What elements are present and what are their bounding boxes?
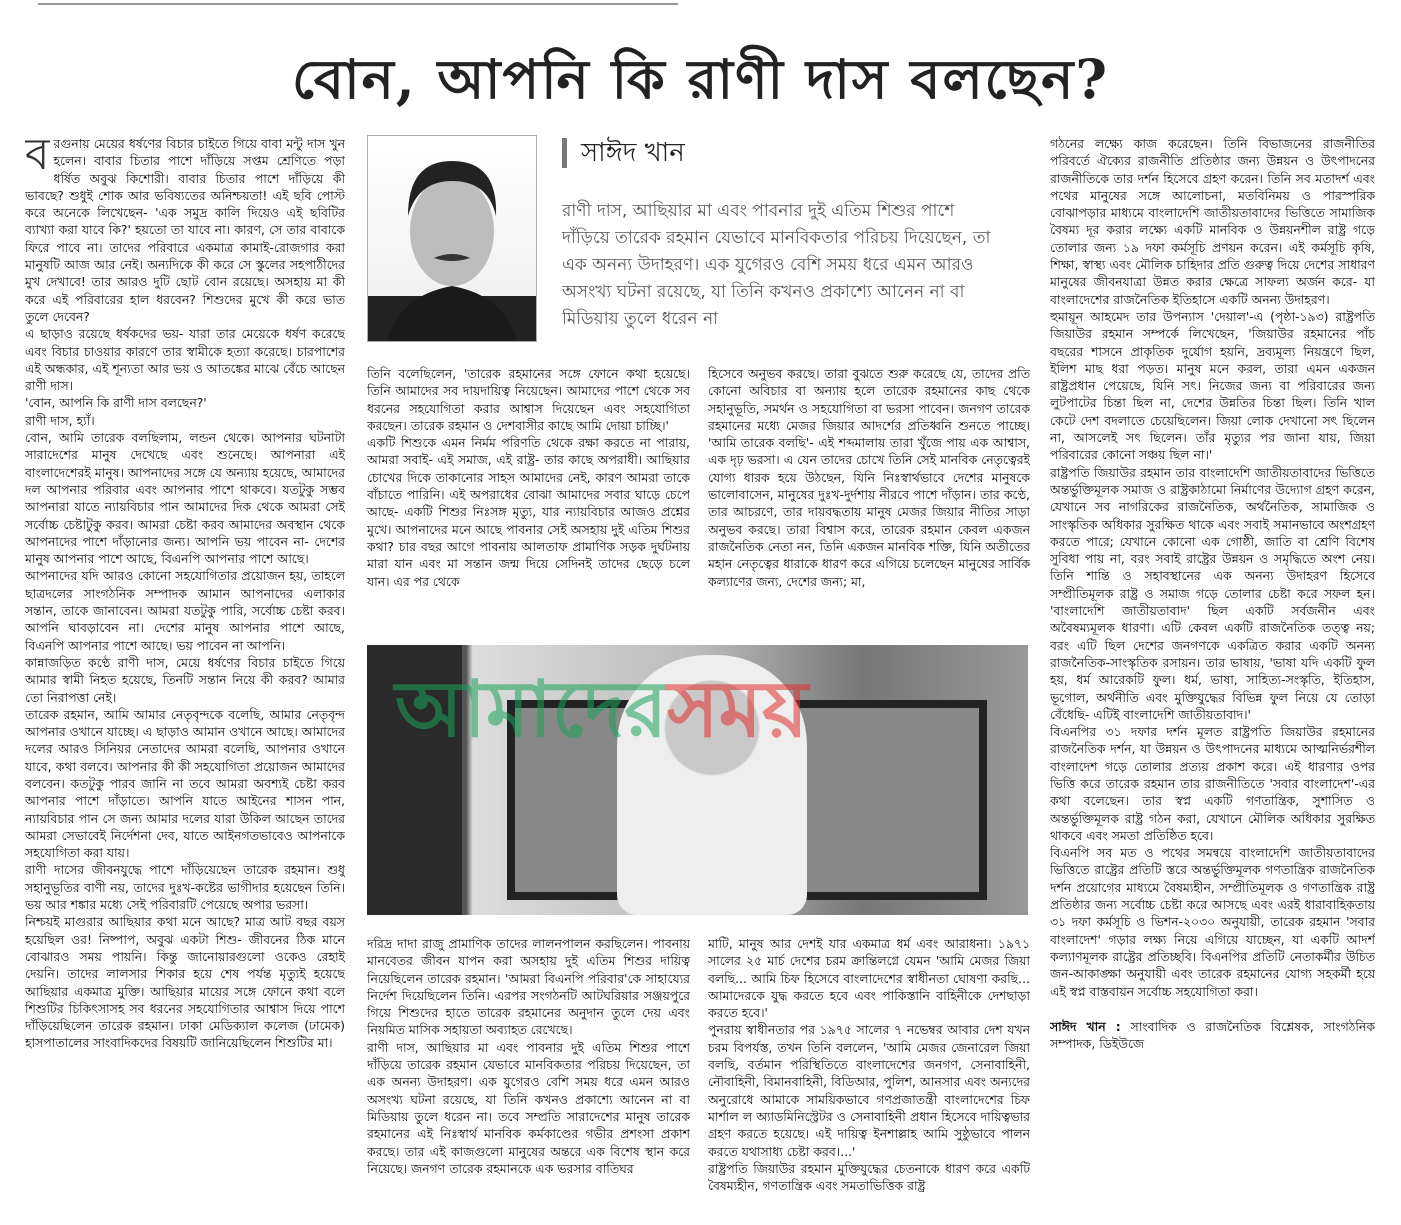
paragraph: রাণী দাস, আছিয়ার মা এবং পাবনার দুই এতিম শিশুর পাশে দাঁড়িয়ে তারেক রহমান যেভাবে মানবিকতার পরিচয় দিয়েছেন, তা এক অনন্য উদাহরণ। এক যুগেরও বেশি সময় ধরে এমন আরও অসংখ্য ঘটনা রয়েছে, যা তিনি কখনও প্রকাশ্যে আনেন না বা মিডিয়ায় তুলে ধরেন না। তবে সম্প্রতি সারাদেশের মানুষ তারেক রহমানের এই নিঃস্বার্থ মানবিক কর্মকাণ্ডের গভীর প্রশংসা প্রকাশ করছে। তার এই কাজগুলো মানুষের অন্তরে এক বিশেষ স্থান করে নিয়েছে। জনগণ তারেক রহমানকে এক ভরসার বাতিঘর: [367, 1039, 690, 1176]
person-figure: [617, 655, 807, 915]
paragraph: নিশ্চয়ই মাগুরার আছিয়ার কথা মনে আছে? মাত্র আট বছর বয়স হয়েছিল ওর! নিষ্পাপ, অবুঝ একটা শিশু- জীবনের ঠিক মানে বোঝারও সময় পায়নি। কিন্তু জানোয়ারগুলো ওকেও রেহাই দেয়নি। তাদের লালসার শিকার হয়ে শেষ পর্যন্ত মৃত্যুই হয়েছে আছিয়ার একমাত্র মুক্তি। আছিয়ার মায়ের সঙ্গে ফোনে কথা বলে শিশুটির চিকিৎসাসহ সব ধরনের সহযোগিতার আশ্বাস দিয়ে পাশে দাঁড়িয়েছিলেন তারেক রহমান। ঢাকা মেডিক্যাল কলেজ (ঢামেক) হাসপাতালের সাংবাদিকদের বিষয়টি জানিয়েছিলেন শিশুটির মা।: [25, 914, 345, 1051]
author-portrait-icon: [368, 136, 536, 341]
paragraph: কান্নাজড়িত কণ্ঠে রাণী দাস, মেয়ে ধর্ষণের বিচার চাইতে গিয়ে আমার স্বামী নিহত হয়েছে, তিনটি সন্তান নিয়ে কী করব? আমার তো নিরাপত্তা নেই।: [25, 654, 345, 705]
paragraph: বিএনপির ৩১ দফার দর্শন মূলত রাষ্ট্রপতি জিয়াউর রহমানের রাজনৈতিক দর্শন, যা উন্নয়ন ও উৎপাদনের মাধ্যমে আত্মনির্ভরশীল বাংলাদেশ গড়ে তোলার প্রত্যয় প্রকাশ করে। এই ধারণার ওপর ভিত্তি করে তারেক রহমান তার রাজনীতিতে 'সবার বাংলাদেশ'-এর কথা বলেছেন। তার স্বপ্ন একটি গণতান্ত্রিক, সুশাসিত ও অন্তর্ভুক্তিমূলক রাষ্ট্র গঠন করা, যেখানে মৌলিক অধিকার সুরক্ষিত থাকবে এবং সমতা প্রতিষ্ঠিত হবে।: [1050, 724, 1375, 843]
paragraph: মাটি, মানুষ আর দেশই যার একমাত্র ধর্ম এবং আরাধনা। ১৯৭১ সালের ২৫ মার্চ দেশের চরম ক্রান্তিলগ্নে যেমন 'আমি মেজর জিয়া বলছি... আমি চিফ হিসেবে বাংলাদেশের স্বাধীনতা ঘোষণা করছি... আমাদেরকে যুদ্ধ করতে হবে এবং পাকিস্তানি বাহিনীকে দেশছাড়া করতে হবে।': [708, 936, 1030, 1021]
paragraph: পুনরায় স্বাধীনতার পর ১৯৭৫ সালের ৭ নভেম্বর আবার দেশ যখন চরম বিপর্যস্ত, তখন তিনি বললেন, 'আমি মেজর জেনারেল জিয়া বলছি, বর্তমান পরিস্থিতিতে বাংলাদেশের জনগণ, সেনাবাহিনী, নৌবাহিনী, বিমানবাহিনী, বিডিআর, পুলিশ, আনসার এবং অন্যদের অনুরোধে আমাকে সাময়িকভাবে গণপ্রজাতন্ত্রী বাংলাদেশের চিফ মার্শাল ল অ্যাডমিনিস্ট্রেটর ও সেনাবাহিনী প্রধান হিসেবে দায়িত্বভার গ্রহণ করতে হয়েছে। এই দায়িত্ব ইনশাল্লাহ আমি সুষ্ঠুভাবে পালন করতে যথাসাধ্য চেষ্টা করব।...': [708, 1022, 1030, 1159]
paragraph: রাষ্ট্রপতি জিয়াউর রহমান তার বাংলাদেশি জাতীয়তাবাদের ভিত্তিতে অন্তর্ভুক্তিমূলক সমাজ ও রাষ্ট্রকাঠামো নির্মাণের উদ্যোগ গ্রহণ করেন, যেখানে সব নাগরিকের রাজনৈতিক, অর্থনৈতিক, সামাজিক ও সাংস্কৃতিক অধিকার সুরক্ষিত থাকে এবং সবাই সমানভাবে অংশগ্রহণ করতে পারে; যেখানে কোনো এক গোষ্ঠী, জাতি বা শ্রেণি বিশেষ সুবিধা পায় না, বরং সবাই রাষ্ট্রের উন্নয়ন ও সমৃদ্ধিতে অংশ নেয়। তিনি শান্তি ও সহাবস্থানের এক অনন্য উদাহরণ হিসেবে সম্প্রীতিমূলক রাষ্ট্র ও সমাজ গড়ে তোলার চেষ্টা করে সফল হন। 'বাংলাদেশি জাতীয়তাবাদ' ছিল একটি সর্বজনীন এবং অবৈষম্যমূলক ধারণা। এটি কেবল একটি রাজনৈতিক তত্ত্ব নয়; বরং এটি ছিল দেশের জনগণকে একত্রিত করার একটি অনন্য রাজনৈতিক-সাংস্কৃতিক রসায়ন। তার ভাষায়, 'ভাষা যদি একটি ফুল হয়, ধর্ম আরেকটি ফুল। ধর্ম, ভাষা, সাহিত্য-সংস্কৃতি, ইতিহাস, ভূগোল, অর্থনীতি এবং মুক্তিযুদ্ধের বিভিন্ন ফুল নিয়ে যে তোড়া বেঁধেছি- এটিই বাংলাদেশি জাতীয়তাবাদ।': [1050, 464, 1375, 722]
author-photo: [367, 135, 537, 342]
column-2-top: [367, 365, 690, 640]
watermark-logo: আমাদেরসময়: [395, 665, 808, 755]
column-1: [25, 135, 345, 1217]
drop-cap: ব: [25, 135, 50, 180]
paragraph: এ ছাড়াও রয়েছে ধর্ষকদের ভয়- যারা তার মেয়েকে ধর্ষণ করেছে এবং বিচার চাওয়ার কারণে তার স্বামীকে হত্যা করেছে। চারপাশের এই অন্ধকার, এই শূন্যতা আর ভয় ও আতঙ্কের মাঝে বেঁচে আছেন রাণী দাস।: [25, 326, 345, 394]
paragraph: বোন, আমি তারেক বলছিলাম, লন্ডন থেকে। আপনার ঘটনাটা সারাদেশের মানুষ দেখেছে এবং শুনেছে। আপনারা এই বাংলাদেশেরই মানুষ। আপনাদের সঙ্গে যে অন্যায় হয়েছে, আমাদের দল আপনার পরিবার এবং আপনার পাশে থাকবে। যতটুকু সম্ভব আপনারা যাতে ন্যায়বিচার পান আমাদের দিক থেকে আমরা সেই সর্বোচ্চ চেষ্টাটুকু করব। আমরা চেষ্টা করব আমাদের অবস্থান থেকে আপনাদের পাশে দাঁড়ানোর জন্য। আপনি ভয় পাবেন না- দেশের মানুষ আপনার পাশে আছে, বিএনপি আপনার পাশে আছে।: [25, 430, 345, 567]
paragraph: রাণী দাস, হ্যাঁ।: [25, 412, 95, 428]
paragraph: তারেক রহমান, আমি আমার নেতৃবৃন্দকে বলেছি, আমার নেতৃবৃন্দ আপনার ওখানে যাচ্ছে। এ ছাড়াও আমান ওখানে আছে। আমাদের দলের আরও সিনিয়র নেতাদের আমরা বলেছি, আপনার ওখানে যাবে, কথা বলবে। আপনার কী কী সহযোগিতা প্রয়োজন আমাদের বলবেন। কতটুকু পারব জানি না তবে আমরা অবশ্যই চেষ্টা করব আপনার পাশে দাঁড়াতে। আপনি যাতে আইনের শাসন পান, ন্যায়বিচার পান সে জন্য আমার দলের যারা উকিল আছেন তাদের আমরা সেভাবেই নির্দেশনা দেব, যাতে আইনগতভাবেও আপনাকে সহযোগিতা করা যায়।: [25, 706, 345, 861]
paragraph: গঠনের লক্ষ্যে কাজ করেছেন। তিনি বিভাজনের রাজনীতির পরিবর্তে ঐক্যের রাজনীতি প্রতিষ্ঠার জন্য উন্নয়ন ও উৎপাদনের রাজনীতিকে তার দর্শন হিসেবে গ্রহণ করেন। তিনি সব মতাদর্শ এবং পথের মানুষের সঙ্গে আলোচনা, মতবিনিময় ও পারস্পরিক বোঝাপড়ার মাধ্যমে বাংলাদেশি জাতীয়তাবাদের ভিত্তিতে সামাজিক বৈষম্য দূর করার লক্ষ্যে একটি মানবিক ও উন্নয়নশীল রাষ্ট্র গড়ে তোলার জন্য ১৯ দফা কর্মসূচি প্রণয়ন করেন। এই কর্মসূচি কৃষি, শিক্ষা, স্বাস্থ্য এবং মৌলিক চাহিদার প্রতি গুরুত্ব দিয়ে দেশের সাধারণ মানুষের জীবনযাত্রা উন্নত করার ক্ষেত্রে সাফল্য অর্জন করে- যা বাংলাদেশের রাজনৈতিক ইতিহাসে একটি অনন্য উদাহরণ।: [1050, 136, 1375, 307]
author-byline: সাঈদ খান: [562, 138, 685, 168]
author-bio-name: সাঈদ খান :: [1050, 1018, 1121, 1034]
column-4-body: [1050, 135, 1375, 1000]
paragraph: একটি শিশুকে এমন নির্মম পরিণতি থেকে রক্ষা করতে না পারায়, আমরা সবাই- এই সমাজ, এই রাষ্ট্র- তার কাছে অপরাধী। আছিয়ার চোখের দিকে তাকানোর সাহস আমাদের নেই, কারণ আমরা তাকে বাঁচাতে পারিনি। এই অপরাধের বোঝা আমাদের সবার ঘাড়ে চেপে আছে- একটি শিশুর নিঃসঙ্গ মৃত্যু, যার ন্যায়বিচার আজও প্রশ্নের মুখে। আপনাদের মনে আছে পাবনার সেই অসহায় দুই এতিম শিশুর কথা? চার বছর আগে পাবনায় আলতাফ প্রামাণিক সড়ক দুর্ঘটনায় মারা যান এবং মা সন্তান জন্ম দিয়ে সেদিনই তাদের ছেড়ে চলে যান। এর পর থেকে: [367, 435, 690, 589]
column-4: [1050, 135, 1375, 1217]
paragraph: হিসেবে অনুভব করছে। তারা বুঝতে শুরু করেছে যে, তাদের প্রতি কোনো অবিচার বা অন্যায় হলে তারেক রহমানের কাছ থেকে সহানুভূতি, সমর্থন ও সহযোগিতা বা ভরসা পাবেন। জনগণ তারেক রহমানের মধ্যে মেজর জিয়ার আদর্শের প্রতিধ্বনি শুনতে পাচ্ছে। 'আমি তারেক বলছি'- এই শব্দমালায় তারা খুঁজে পায় এক আশ্বাস, এক দৃঢ় ভরসা। এ যেন তাদের চোখে তিনি সেই মানবিক নেতৃত্বেরই যোগ্য ধারক হয়ে উঠছেন, যিনি নিঃস্বার্থভাবে দেশের মানুষকে ভালোবাসেন, মানুষের দুঃখ-দুর্দশায় নীরবে পাশে দাঁড়ান। তার কণ্ঠে, তার আচরণে, তার দায়বদ্ধতায় মানুষ মেজর জিয়ার নীতির সাড়া অনুভব করছে। তারা বিশ্বাস করে, তারেক রহমান কেবল একজন রাজনৈতিক নেতা নন, তিনি একজন মানবিক শক্তি, যিনি অতীতের মহান নেতৃত্বের ধারাকে ধারণ করে এগিয়ে চলেছেন মানুষের সার্বিক কল্যাণের জন্য, দেশের জন্য; মা,: [708, 366, 1030, 589]
paragraph: রগুনায় মেয়ের ধর্ষণের বিচার চাইতে গিয়ে বাবা মন্টু দাস খুন হলেন। বাবার চিতার পাশে দাঁড়িয়ে সপ্তম শ্রেণিতে পড়া ধর্ষিত অবুঝ কিশোরী। বাবার চিতার পাশে দাঁড়িয়ে কী ভাবছে? শুধুই শোক আর ভবিষ্যতের অনিশ্চয়তা! এই ছবি পোস্ট করে অনেকে লিখেছেন- 'এক সমুদ্র কালি দিয়েও এই ছবিটির ব্যাখ্যা করা যাবে কি?' হয়তো তা যাবে না। কারণ, সে তার বাবাকে ফিরে পাবে না। তাদের পরিবারে একমাত্র কামাই-রোজগার করা মানুষটি আজ আর নেই। অন্যদিকে কী করে সে স্কুলের সহপাঠীদের মুখ দেখাবে! তার আরও দুটি ছোট বোন রয়েছে। অসহায় মা কী করে এই পরিবারের হাল ধরবেন? শিশুদের মুখে কী করে ভাত তুলে দেবেন?: [25, 136, 345, 324]
column-3-top: [708, 365, 1030, 640]
paragraph: রাষ্ট্রপতি জিয়াউর রহমান মুক্তিযুদ্ধের চেতনাকে ধারণ করে একটি বৈষম্যহীন, গণতান্ত্রিক এবং সমতাভিত্তিক রাষ্ট্র: [708, 1160, 1030, 1194]
column-2-bottom: [367, 935, 690, 1217]
tarique-rahman-photo: [367, 645, 1028, 915]
author-bio: [1050, 1018, 1375, 1053]
column-3-bottom: [708, 935, 1030, 1217]
paragraph: রাণী দাসের জীবনযুদ্ধে পাশে দাঁড়িয়েছেন তারেক রহমান। শুধু সহানুভূতির বাণী নয়, তাদের দুঃখ-কষ্টের ভাগীদার হয়েছেন তিনি। ভয় আর শঙ্কার মধ্যে সেই পরিবারটি পেয়েছে অপার ভরসা।: [25, 862, 345, 913]
author-bio-text: সাংবাদিক ও রাজনৈতিক বিশ্লেষক, সাংগঠনিক সম্পাদক, ডিইউজে: [1050, 1018, 1375, 1052]
paragraph: দরিদ্র দাদা রাজু প্রামাণিক তাদের লালনপালন করছিলেন। পাবনায় মানবেতর জীবন যাপন করা অসহায় দুই এতিম শিশুর দায়িত্ব নিয়েছিলেন তারেক রহমান। 'আমরা বিএনপি পরিবার'কে সাহায্যের নির্দেশ দিয়েছিলেন তিনি। এরপর সংগঠনটি আটঘরিয়ার সঞ্জয়পুরে গিয়ে শিশুদের হাতে তারেক রহমানের অনুদান তুলে দেয় এবং নিয়মিত মাসিক সহায়তা অব্যাহত রেখেছে।: [367, 936, 690, 1038]
column-1-body: [25, 135, 345, 1052]
page-top-rule: [38, 0, 678, 5]
headline: বোন, আপনি কি রাণী দাস বলছেন?: [292, 47, 1109, 111]
paragraph: হুমায়ূন আহমেদ তার উপন্যাস 'দেয়াল'-এ (পৃষ্ঠা-১৯৩) রাষ্ট্রপতি জিয়াউর রহমান সম্পর্কে লিখেছেন, 'জিয়াউর রহমানের পাঁচ বছরের শাসনে প্রাকৃতিক দুর্যোগ হয়নি, দ্রব্যমূল্য নিয়ন্ত্রণে ছিল, ইলিশ মাছ ধরা পড়ত। মানুষ মনে করল, তারা এমন একজন রাষ্ট্রপ্রধান পেয়েছে, যিনি সৎ। নিজের জন্য বা পরিবারের জন্য লুটপাটের চিন্তা ছিল না, দেশের উন্নতির চিন্তা ছিল। তিনি খাল কেটে দেশ বদলাতে চেয়েছিলেন। জিয়া লোক দেখানো সৎ ছিলেন না, আসলেই সৎ ছিলেন। তাঁর মৃত্যুর পর জানা যায়, জিয়া পরিবারের কোনো সঞ্চয় ছিল না।': [1050, 308, 1375, 463]
flag: [367, 645, 462, 915]
paragraph: তিনি বলেছিলেন, 'তারেক রহমানের সঙ্গে ফোনে কথা হয়েছে। তিনি আমাদের সব দায়দায়িত্ব নিয়েছেন। আমাদের পাশে থেকে সব ধরনের সহযোগিতা করার আশ্বাস দিয়েছেন এবং সহযোগিতা করছেন। তারেক রহমান ও দেশবাসীর কাছে আমি দোয়া চাচ্ছি।': [367, 366, 690, 433]
paragraph: বিএনপি সব মত ও পথের সমন্বয়ে বাংলাদেশি জাতীয়তাবাদের ভিত্তিতে রাষ্ট্রের প্রতিটি স্তরে অন্তর্ভুক্তিমূলক গণতান্ত্রিক রাজনৈতিক দর্শন প্রয়োগের মাধ্যমে বৈষম্যহীন, সম্প্রীতিমূলক ও গণতান্ত্রিক রাষ্ট্র প্রতিষ্ঠার জন্য সর্বোচ্চ চেষ্টা করে আসছে এবং এরই ধারাবাহিকতায় ৩১ দফা কর্মসূচি ও ভিশন-২০৩০ অনুযায়ী, তারেক রহমান 'সবার বাংলাদেশ' গড়ার লক্ষ্য নিয়ে এগিয়ে যাচ্ছেন, যা একটি আদর্শ কল্যাণমূলক রাষ্ট্রের প্রতিচ্ছবি। বিএনপির প্রতিটি নেতাকর্মীর উচিত জন-আকাঙ্ক্ষা অনুযায়ী এবং তারেক রহমানের যোগ্য সহকর্মী হয়ে এই স্বপ্ন বাস্তবায়ন সর্বোচ্চ সহযোগিতা করা।: [1050, 845, 1375, 999]
paragraph: 'বোন, আপনি কি রাণী দাস বলছেন?': [25, 395, 207, 411]
article-summary: রাণী দাস, আছিয়ার মা এবং পাবনার দুই এতিম শিশুর পাশে দাঁড়িয়ে তারেক রহমান যেভাবে মানবিকতার পরিচয় দিয়েছেন, তা এক অনন্য উদাহরণ। এক যুগেরও বেশি সময় ধরে এমন আরও অসংখ্য ঘটনা রয়েছে, যা তিনি কখনও প্রকাশ্যে আনেন না বা মিডিয়ায় তুলে ধরেন না: [562, 201, 991, 329]
paragraph: আপনাদের যদি আরও কোনো সহযোগিতার প্রয়োজন হয়, তাহলে ছাত্রদলের সাংগঠনিক সম্পাদক আমান আপনাদের এলাকার সন্তান, তাকে জানাবেন। আমরা যতটুকু পারি, সর্বোচ্চ চেষ্টা করব। আপনি ঘাবড়াবেন না। দেশের মানুষ আপনার পাশে আছে, বিএনপি আপনার পাশে আছে। ভয় পাবেন না আপনি।: [25, 568, 345, 653]
